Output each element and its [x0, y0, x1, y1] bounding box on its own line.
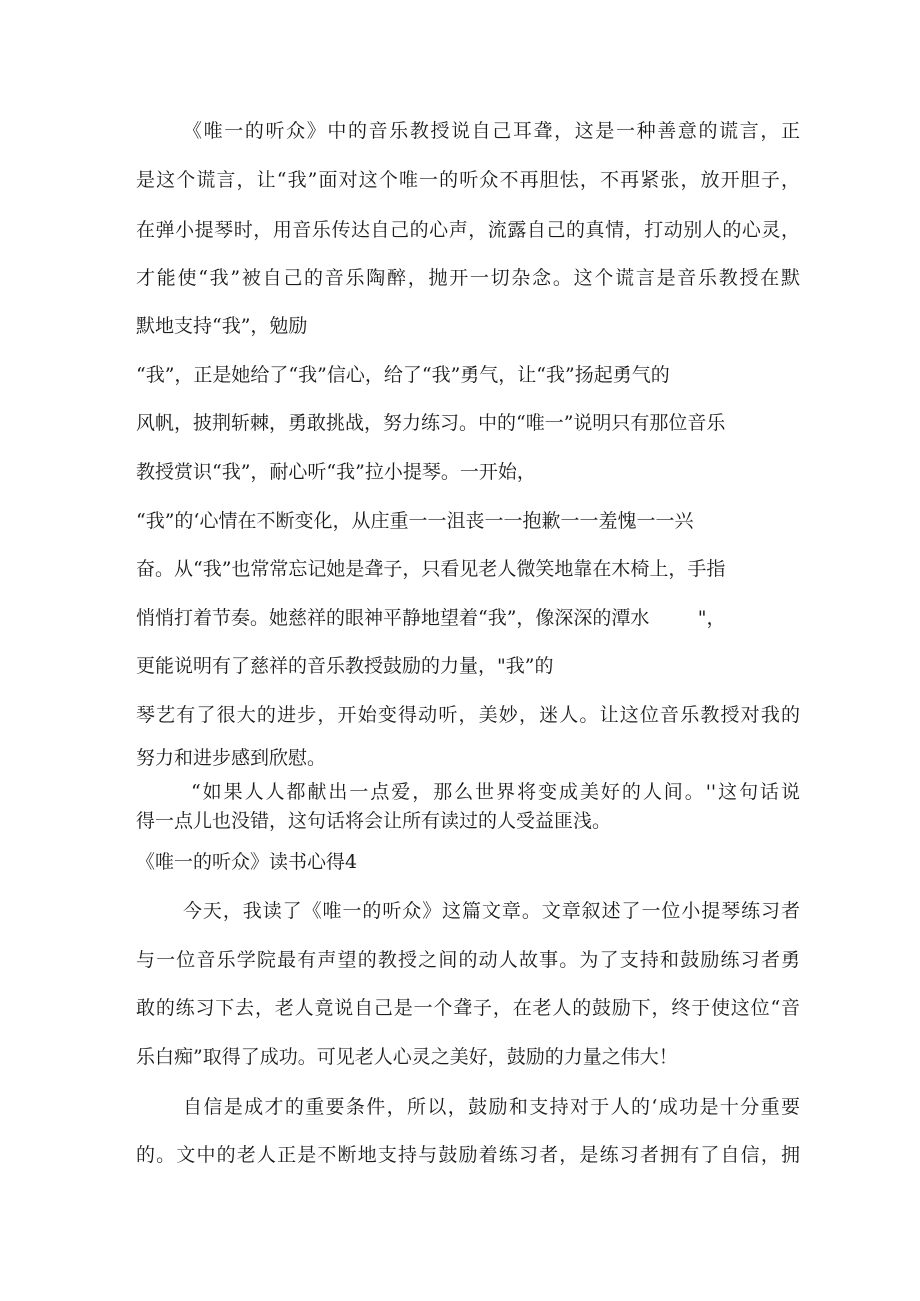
- paragraph-line: 努力和进步感到欣慰。: [136, 747, 327, 769]
- paragraph-line: 是这个谎言，让“我”面对这个唯一的听众不再胆怯，不再紧张，放开胆子，: [136, 169, 800, 191]
- paragraph-line: 默地支持“我”，勉励: [136, 315, 308, 337]
- paragraph-line: “我”的‘心情在不断变化，从庄重一一沮丧一一抱歉一一羞愧一一兴: [136, 510, 694, 532]
- paragraph-line: 的。文中的老人正是不断地支持与鼓励着练习者，是练习者拥有了自信，拥: [136, 1144, 800, 1166]
- paragraph-line: 教授赏识“我”，耐心听“我”拉小提琴。一开始，: [136, 461, 536, 483]
- paragraph-line: 敢的练习下去，老人竟说自己是一个聋子，在老人的鼓励下，终于使这位“音: [136, 997, 800, 1019]
- paragraph-line: 琴艺有了很大的进步，开始变得动听，美妙，迷人。让这位音乐教授对我的: [136, 704, 800, 726]
- section-title: 《唯一的听众》读书心得4: [136, 851, 358, 873]
- quote-line: “如果人人都献出一点爱，那么世界将变成美好的人间。''这句话说: [191, 781, 800, 803]
- paragraph-line: 《唯一的听众》中的音乐教授说自己耳聋，这是一种善意的谎言，正: [183, 120, 800, 142]
- paragraph-line: “我”，正是她给了“我”信心，给了“我”勇气，让“我”扬起勇气的: [136, 364, 670, 386]
- paragraph-line: 在弹小提琴时，用音乐传达自己的心声，流露自己的真情，打动别人的心灵，: [136, 219, 800, 241]
- quote-line: 得一点儿也没错，这句话将会让所有读过的人受益匪浅。: [136, 810, 612, 832]
- paragraph-line: 与一位音乐学院最有声望的教授之间的动人故事。为了支持和鼓励练习者勇: [136, 949, 800, 971]
- paragraph-line: 乐白痴”取得了成功。可见老人心灵之美好，鼓励的力量之伟大！: [136, 1046, 678, 1068]
- paragraph-line: 自信是成才的重要条件，所以，鼓励和支持对于人的‘成功是十分重要: [183, 1096, 800, 1118]
- paragraph-line: 更能说明有了慈祥的音乐教授鼓励的力量，"我”的: [136, 655, 554, 677]
- paragraph-line: 奋。从“我”也常常忘记她是聋子，只看见老人微笑地靠在木椅上，手指: [136, 558, 726, 580]
- paragraph-line: 才能使“我”被自己的音乐陶醉，抛开一切杂念。这个谎言是音乐教授在默: [136, 267, 800, 289]
- paragraph-line: 风帆，披荆斩棘，勇敢挑战，努力练习。中的“唯一”说明只有那位音乐: [136, 412, 726, 434]
- paragraph-line: 今天，我读了《唯一的听众》这篇文章。文章叙述了一位小提琴练习者: [183, 900, 800, 922]
- paragraph-line: 悄悄打着节奏。她慈祥的眼神平静地望着“我”，像深深的潭水 "，: [136, 607, 726, 629]
